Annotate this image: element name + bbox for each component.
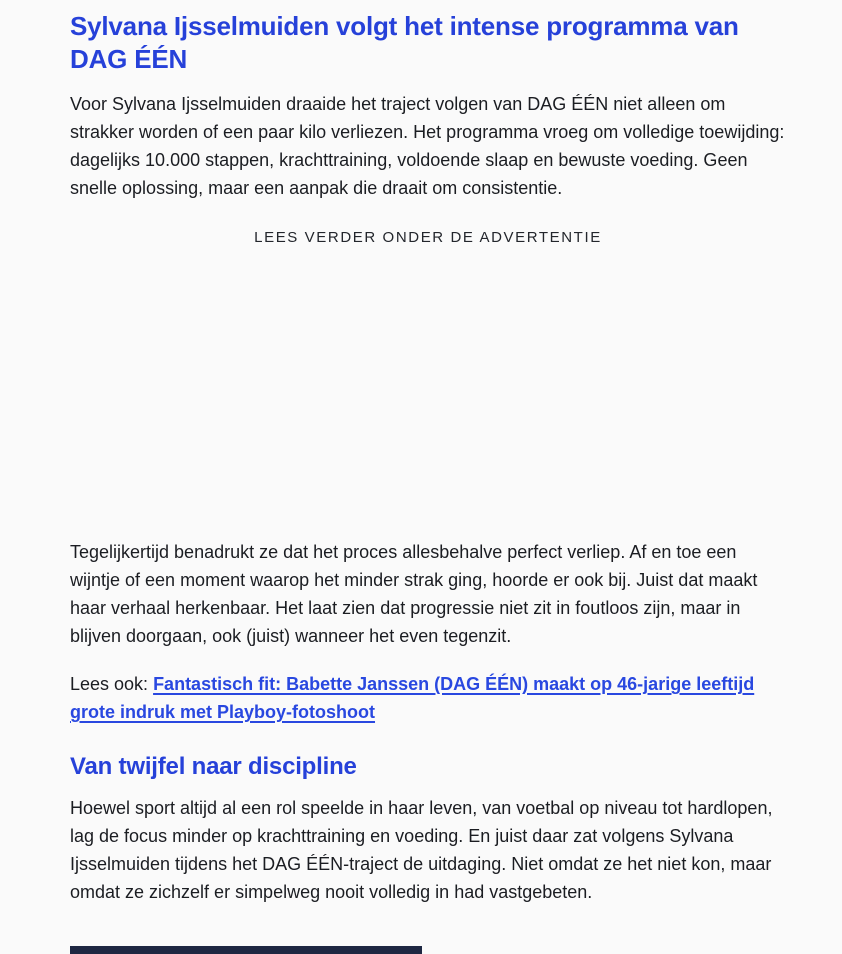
read-also-label: Lees ook: xyxy=(70,674,154,694)
read-also-row xyxy=(70,670,786,726)
section-heading: Van twijfel naar discipline xyxy=(70,753,357,780)
article-heading: Sylvana Ijsselmuiden volgt het intense programma van DAG ÉÉN xyxy=(70,11,739,74)
ad-notice-label: LEES VERDER ONDER DE ADVERTENTIE xyxy=(254,229,602,246)
read-also-link[interactable]: Fantastisch fit: Babette Janssen (DAG ÉÉN) maakt op 46-jarige leeftijd grote indruk met Playboy-fotoshoot xyxy=(70,674,755,722)
article-paragraph: Hoewel sport altijd al een rol speelde in haar leven, van voetbal op niveau tot hardlopen, lag de focus minder op krachttraining en voeding. En juist daar zat volgens Sylvana Ijsselmuiden tijdens het DAG ÉÉN-traject de uitdaging. Niet omdat ze het niet kon, maar omdat ze zichzelf er simpelweg nooit volledig in had vastgebeten. xyxy=(70,798,773,902)
article-paragraph: Tegelijkertijd benadrukt ze dat het proces allesbehalve perfect verliep. Af en toe een wijntje of een moment waarop het minder strak ging, hoorde er ook bij. Juist dat maakt haar verhaal herkenbaar. Het laat zien dat progressie niet zit in foutloos zijn, maar in blijven doorgaan, ook (juist) wanneer het even tegenzit. xyxy=(70,542,758,646)
article-content xyxy=(70,0,786,906)
article-paragraph-intro: Voor Sylvana Ijsselmuiden draaide het traject volgen van DAG ÉÉN niet alleen om strakker worden of een paar kilo verliezen. Het programma vroeg om volledige toewijding: dagelijks 10.000 stappen, krachttraining, voldoende slaap en bewuste voeding. Geen snelle oplossing, maar een aanpak die draait om consistentie. xyxy=(70,94,785,198)
ad-slot-empty xyxy=(70,256,786,536)
next-element-cutoff-bar xyxy=(70,946,422,954)
